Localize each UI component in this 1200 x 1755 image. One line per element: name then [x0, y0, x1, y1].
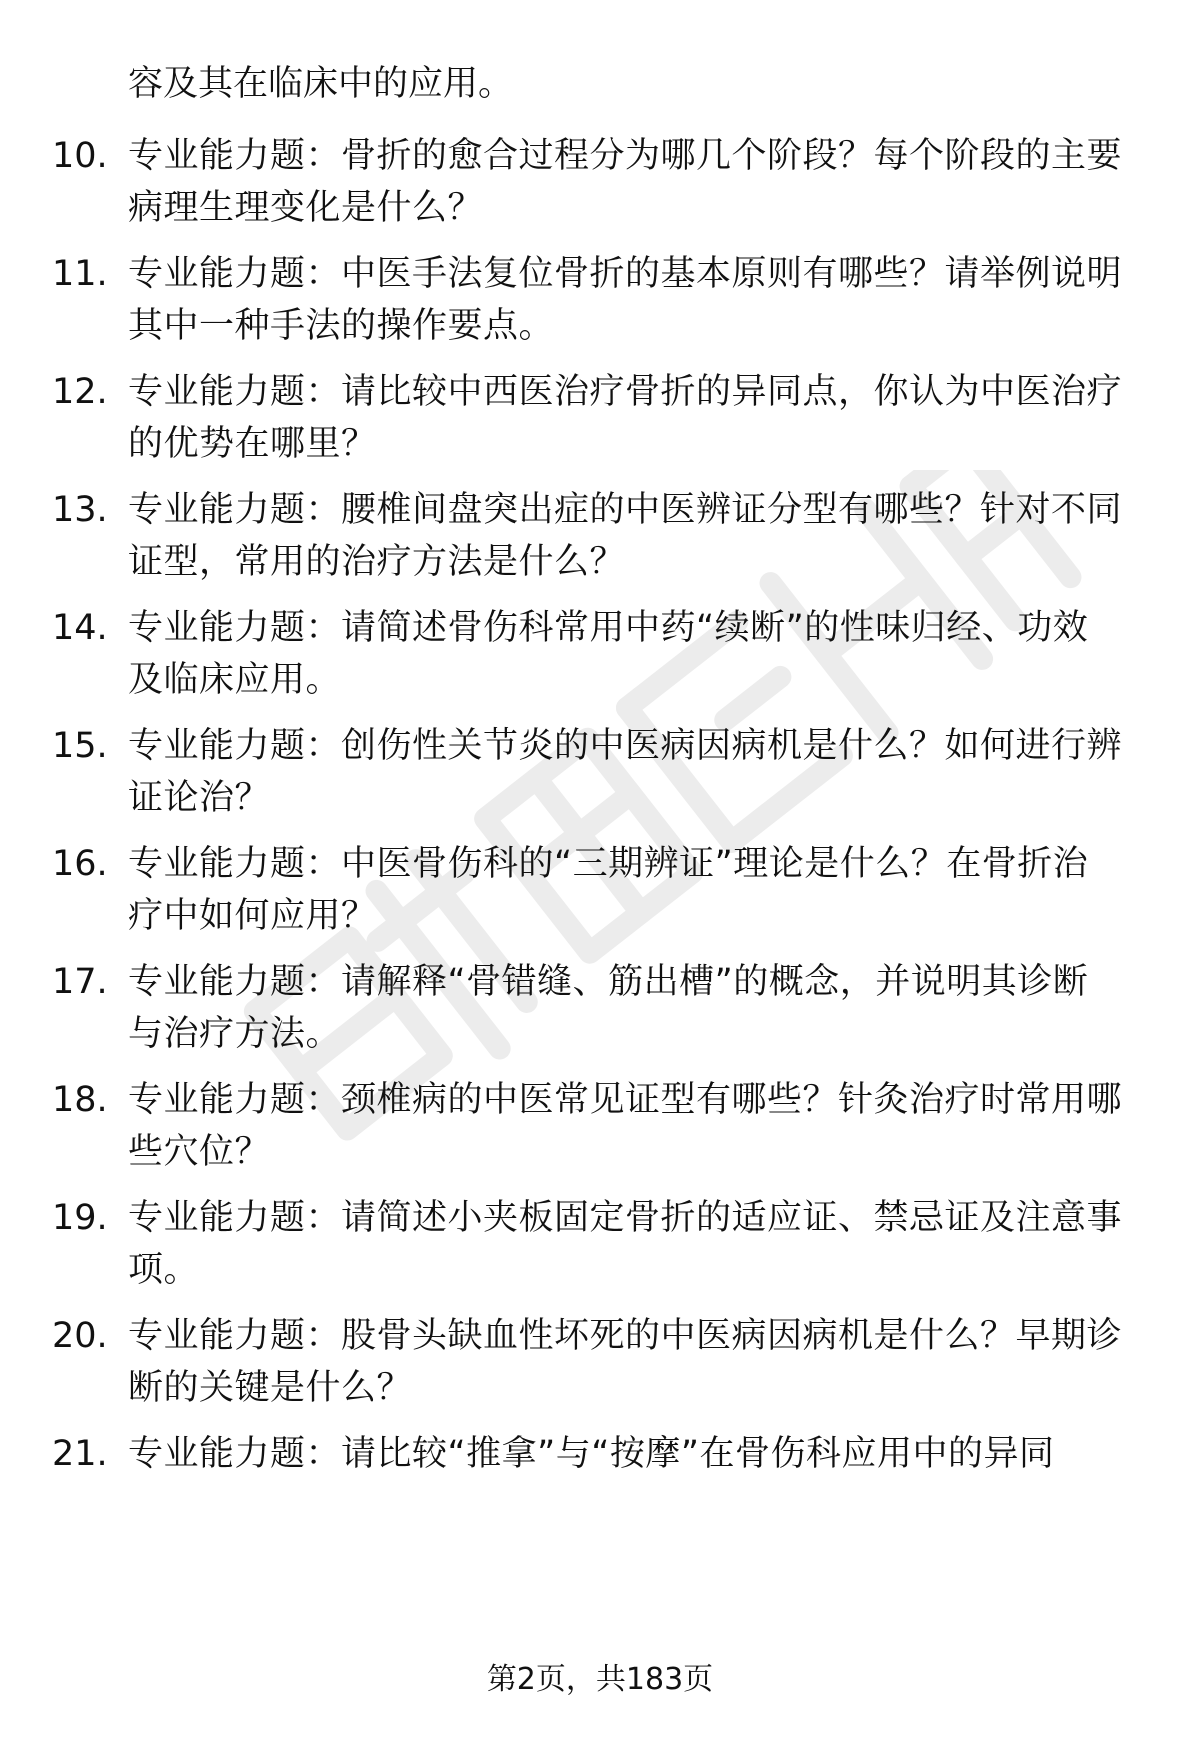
- item-number: 17.: [52, 962, 108, 1002]
- item-text-line: 专业能力题：骨折的愈合过程分为哪几个阶段？每个阶段的主要: [128, 136, 1123, 176]
- item-text-line: 专业能力题：颈椎病的中医常见证型有哪些？针灸治疗时常用哪: [128, 1080, 1123, 1120]
- item-text-line: 项。: [128, 1250, 200, 1290]
- item-text-line: 专业能力题：请简述骨伤科常用中药“续断”的性味归经、功效: [128, 608, 1089, 648]
- item-number: 12.: [52, 372, 108, 412]
- item-text: [128, 838, 1138, 942]
- item-number: 20.: [52, 1316, 108, 1356]
- item-text-line: 专业能力题：请简述小夹板固定骨折的适应证、禁忌证及注意事: [128, 1198, 1123, 1238]
- item-text: [128, 1074, 1138, 1178]
- item-number: 14.: [52, 608, 108, 648]
- continuation-line: 容及其在临床中的应用。: [128, 64, 514, 104]
- page-footer: 第2页，共183页: [486, 1662, 714, 1697]
- item-text-line: 些穴位？: [128, 1132, 271, 1172]
- item-number: 16.: [52, 844, 108, 884]
- item-text: [128, 130, 1138, 234]
- item-text-line: 病理生理变化是什么？: [128, 188, 484, 228]
- item-text-line: 专业能力题：创伤性关节炎的中医病因病机是什么？如何进行辨: [128, 726, 1123, 766]
- item-text-line: 证论治？: [128, 778, 271, 818]
- item-text: [128, 720, 1138, 824]
- item-text-line: 证型，常用的治疗方法是什么？: [128, 542, 626, 582]
- item-text-line: 专业能力题：请解释“骨错缝、筋出槽”的概念，并说明其诊断: [128, 962, 1089, 1002]
- item-text-line: 及临床应用。: [128, 660, 342, 700]
- item-number: 15.: [52, 726, 108, 766]
- item-text: [128, 248, 1138, 352]
- item-text-line: 的优势在哪里？: [128, 424, 377, 464]
- item-text-line: 断的关键是什么？: [128, 1368, 413, 1408]
- item-text-line: 专业能力题：中医骨伤科的“三期辨证”理论是什么？在骨折治: [128, 844, 1089, 884]
- item-text-line: 专业能力题：请比较中西医治疗骨折的异同点，你认为中医治疗: [128, 372, 1123, 412]
- item-text-line: 专业能力题：股骨头缺血性坏死的中医病因病机是什么？早期诊: [128, 1316, 1123, 1356]
- item-text: [128, 1310, 1138, 1414]
- item-text-line: 专业能力题：腰椎间盘突出症的中医辨证分型有哪些？针对不同: [128, 490, 1123, 530]
- item-text-line: 专业能力题：请比较“推拿”与“按摩”在骨伤科应用中的异同: [128, 1434, 1055, 1474]
- item-number: 11.: [52, 254, 108, 294]
- item-number: 18.: [52, 1080, 108, 1120]
- item-text: [128, 1192, 1138, 1296]
- item-text: [128, 602, 1138, 706]
- item-text: [128, 1428, 1138, 1480]
- item-number: 21.: [52, 1434, 108, 1474]
- item-number: 10.: [52, 136, 108, 176]
- item-text: [128, 484, 1138, 588]
- item-text-line: 与治疗方法。: [128, 1014, 342, 1054]
- item-text-line: 专业能力题：中医手法复位骨折的基本原则有哪些？请举例说明: [128, 254, 1123, 294]
- item-number: 19.: [52, 1198, 108, 1238]
- item-text-line: 疗中如何应用？: [128, 896, 377, 936]
- item-number: 13.: [52, 490, 108, 530]
- item-text: [128, 366, 1138, 470]
- item-text-line: 其中一种手法的操作要点。: [128, 306, 555, 346]
- item-text: [128, 956, 1138, 1060]
